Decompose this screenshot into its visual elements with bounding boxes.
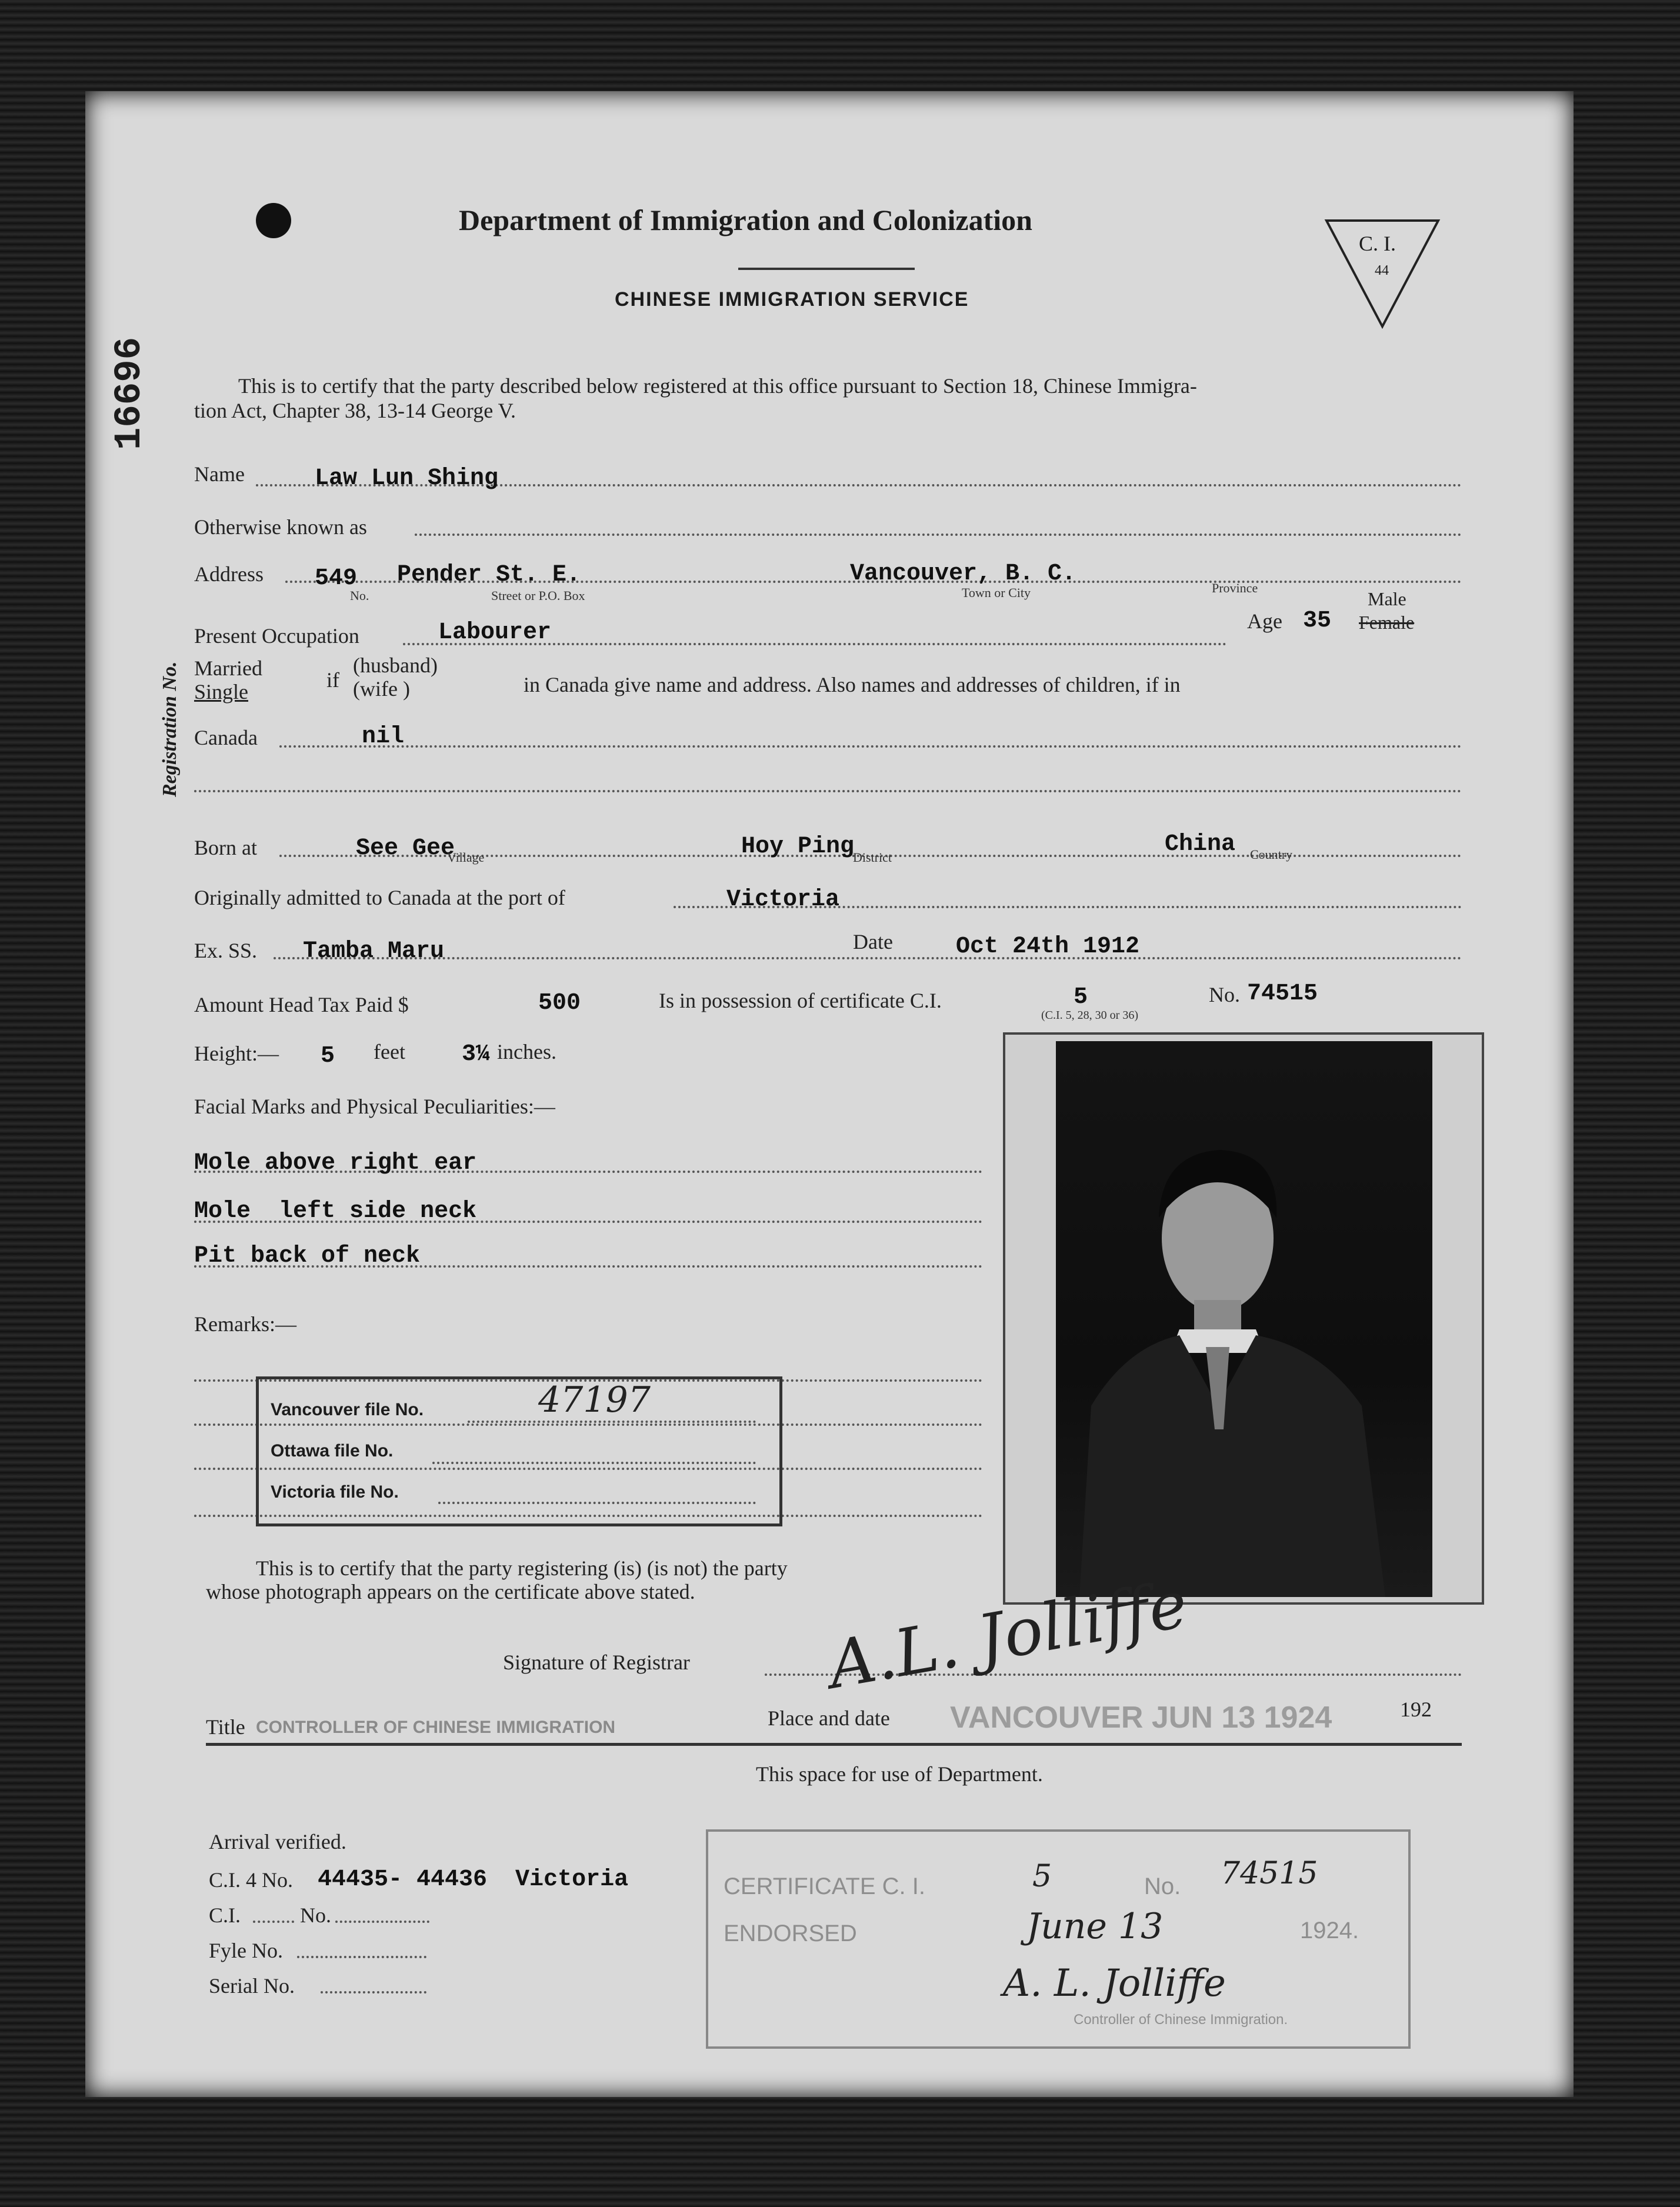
serial-line	[321, 1991, 426, 1993]
form-code-number: 44	[1375, 263, 1389, 278]
canada-value: nil	[362, 724, 405, 750]
single-label: Single	[194, 680, 249, 704]
photograph	[1056, 1041, 1432, 1597]
registration-number: 16696	[109, 336, 151, 450]
vancouver-file-value: 47197	[538, 1379, 651, 1421]
spouse-text: in Canada give name and address. Also names and addresses of children, if in	[524, 673, 1181, 696]
ci-line	[253, 1921, 294, 1923]
mark-2: Mole left side neck	[194, 1198, 477, 1225]
title-label: Title	[206, 1715, 245, 1739]
stamp-year: 1924.	[1300, 1918, 1359, 1943]
date-label: Date	[853, 930, 893, 954]
ss-line	[274, 957, 1462, 959]
otherwise-label: Otherwise known as	[194, 515, 367, 539]
stamp-endorsed-date: June 13	[1026, 1906, 1164, 1947]
facial-label: Facial Marks and Physical Peculiarities:—	[194, 1095, 555, 1118]
born-caption-district: District	[853, 850, 892, 865]
height-feet-value: 5	[321, 1043, 335, 1069]
cert-label: Is in possession of certificate C.I.	[659, 989, 942, 1012]
date-value: Oct 24th 1912	[956, 934, 1140, 960]
born-district: Hoy Ping	[741, 834, 855, 860]
address-caption-town: Town or City	[962, 585, 1031, 600]
occupation-value: Labourer	[438, 619, 552, 646]
tax-value: 500	[538, 990, 581, 1016]
address-street: Pender St. E.	[397, 562, 581, 588]
stamp-no-label: No.	[1144, 1873, 1181, 1899]
born-label: Born at	[194, 836, 257, 859]
cert-no-value: 74515	[1247, 981, 1318, 1007]
occupation-label: Present Occupation	[194, 624, 359, 648]
inches-label: inches.	[497, 1040, 556, 1064]
service-title: CHINESE IMMIGRATION SERVICE	[615, 288, 969, 311]
ottawa-file-line	[432, 1462, 756, 1464]
stamp-no-value: 74515	[1221, 1856, 1318, 1891]
stamp-controller: Controller of Chinese Immigration.	[1074, 2012, 1288, 2028]
born-caption-village: Village	[447, 850, 485, 865]
address-town: Vancouver, B. C.	[850, 561, 1076, 587]
portrait-figure	[1056, 1041, 1432, 1597]
title-value: CONTROLLER OF CHINESE IMMIGRATION	[256, 1718, 616, 1737]
document-page	[85, 91, 1574, 2097]
page-title: Department of Immigration and Colonization	[459, 204, 1032, 236]
certify-line-2: tion Act, Chapter 38, 13-14 George V.	[194, 399, 516, 422]
mark-1: Mole above right ear	[194, 1150, 477, 1176]
signature-label: Signature of Registrar	[503, 1651, 690, 1674]
born-caption-country: Country	[1250, 847, 1293, 862]
height-inches-value: 3¼	[462, 1041, 491, 1068]
cert-no-label: No.	[1209, 983, 1240, 1006]
address-label: Address	[194, 562, 264, 586]
port-value: Victoria	[726, 886, 840, 913]
name-value: Law Lun Shing	[315, 465, 499, 492]
if-label: if	[326, 668, 339, 692]
registration-label: Registration No.	[159, 661, 181, 797]
stamp-signature: A. L. Jolliffe	[1003, 1962, 1226, 2005]
certify2-line-2: whose photograph appears on the certificate above stated.	[206, 1580, 695, 1603]
fyle-label: Fyle No.	[209, 1939, 283, 1962]
punch-hole	[256, 203, 291, 238]
age-label: Age	[1247, 609, 1282, 633]
header-rule	[738, 268, 915, 270]
victoria-file-line	[438, 1502, 756, 1504]
address-caption-no: No.	[350, 588, 369, 603]
year-label: 192	[1400, 1698, 1432, 1721]
ss-value: Tamba Maru	[303, 938, 445, 965]
address-number: 549	[315, 565, 358, 592]
height-label: Height:—	[194, 1042, 279, 1065]
address-caption-street: Street or P.O. Box	[491, 588, 585, 603]
ss-label: Ex. SS.	[194, 939, 258, 962]
certify-line-1: This is to certify that the party described below registered at this office pursuant to Section 18, Chinese Immigra-	[238, 374, 1197, 398]
remarks-label: Remarks:—	[194, 1312, 296, 1336]
ci-no-line	[335, 1921, 429, 1923]
place-value: VANCOUVER JUN 13 1924	[950, 1701, 1332, 1735]
name-label: Name	[194, 462, 245, 486]
vancouver-file-label: Vancouver file No.	[271, 1400, 424, 1419]
vancouver-file-line	[468, 1421, 756, 1423]
stamp-certificate-label: CERTIFICATE C. I.	[724, 1873, 925, 1899]
form-code: C. I.	[1359, 232, 1396, 255]
certify2-line-1: This is to certify that the party registering (is) (is not) the party	[256, 1556, 788, 1580]
place-label: Place and date	[768, 1706, 890, 1730]
ci-label: C.I.	[209, 1903, 241, 1927]
port-label: Originally admitted to Canada at the port of	[194, 886, 565, 909]
wife-label: (wife )	[353, 677, 410, 701]
stamp-ci-value: 5	[1032, 1859, 1052, 1894]
fyle-line	[297, 1956, 426, 1958]
address-caption-province: Province	[1212, 581, 1258, 595]
age-value: 35	[1303, 608, 1332, 634]
ottawa-file-label: Ottawa file No.	[271, 1441, 394, 1461]
registrar-signature: A.L. Jolliffe	[822, 1566, 1193, 1703]
tax-label: Amount Head Tax Paid $	[194, 993, 409, 1016]
male-label: Male	[1368, 588, 1406, 609]
ci4-value: 44435- 44436 Victoria	[318, 1866, 629, 1893]
husband-label: (husband)	[353, 654, 438, 677]
born-country: China	[1165, 831, 1236, 858]
department-label: This space for use of Department.	[756, 1762, 1043, 1786]
married-label: Married	[194, 656, 262, 680]
canada-line-2	[194, 790, 1462, 792]
feet-label: feet	[374, 1040, 405, 1064]
serial-label: Serial No.	[209, 1974, 295, 1998]
female-label: Female	[1359, 612, 1415, 633]
cert-ci-value: 5	[1074, 984, 1088, 1011]
canada-line	[279, 745, 1462, 748]
ci4-label: C.I. 4 No.	[209, 1868, 293, 1892]
otherwise-line	[415, 534, 1462, 536]
department-rule	[206, 1743, 1462, 1746]
born-village: See Gee	[356, 835, 455, 862]
cert-caption: (C.I. 5, 28, 30 or 36)	[1041, 1009, 1138, 1022]
victoria-file-label: Victoria file No.	[271, 1482, 399, 1502]
stamp-endorsed-label: ENDORSED	[724, 1921, 857, 1946]
ci-no-label: No.	[300, 1903, 331, 1927]
mark-3: Pit back of neck	[194, 1243, 421, 1269]
arrival-verified: Arrival verified.	[209, 1830, 346, 1853]
canada-label: Canada	[194, 726, 258, 749]
